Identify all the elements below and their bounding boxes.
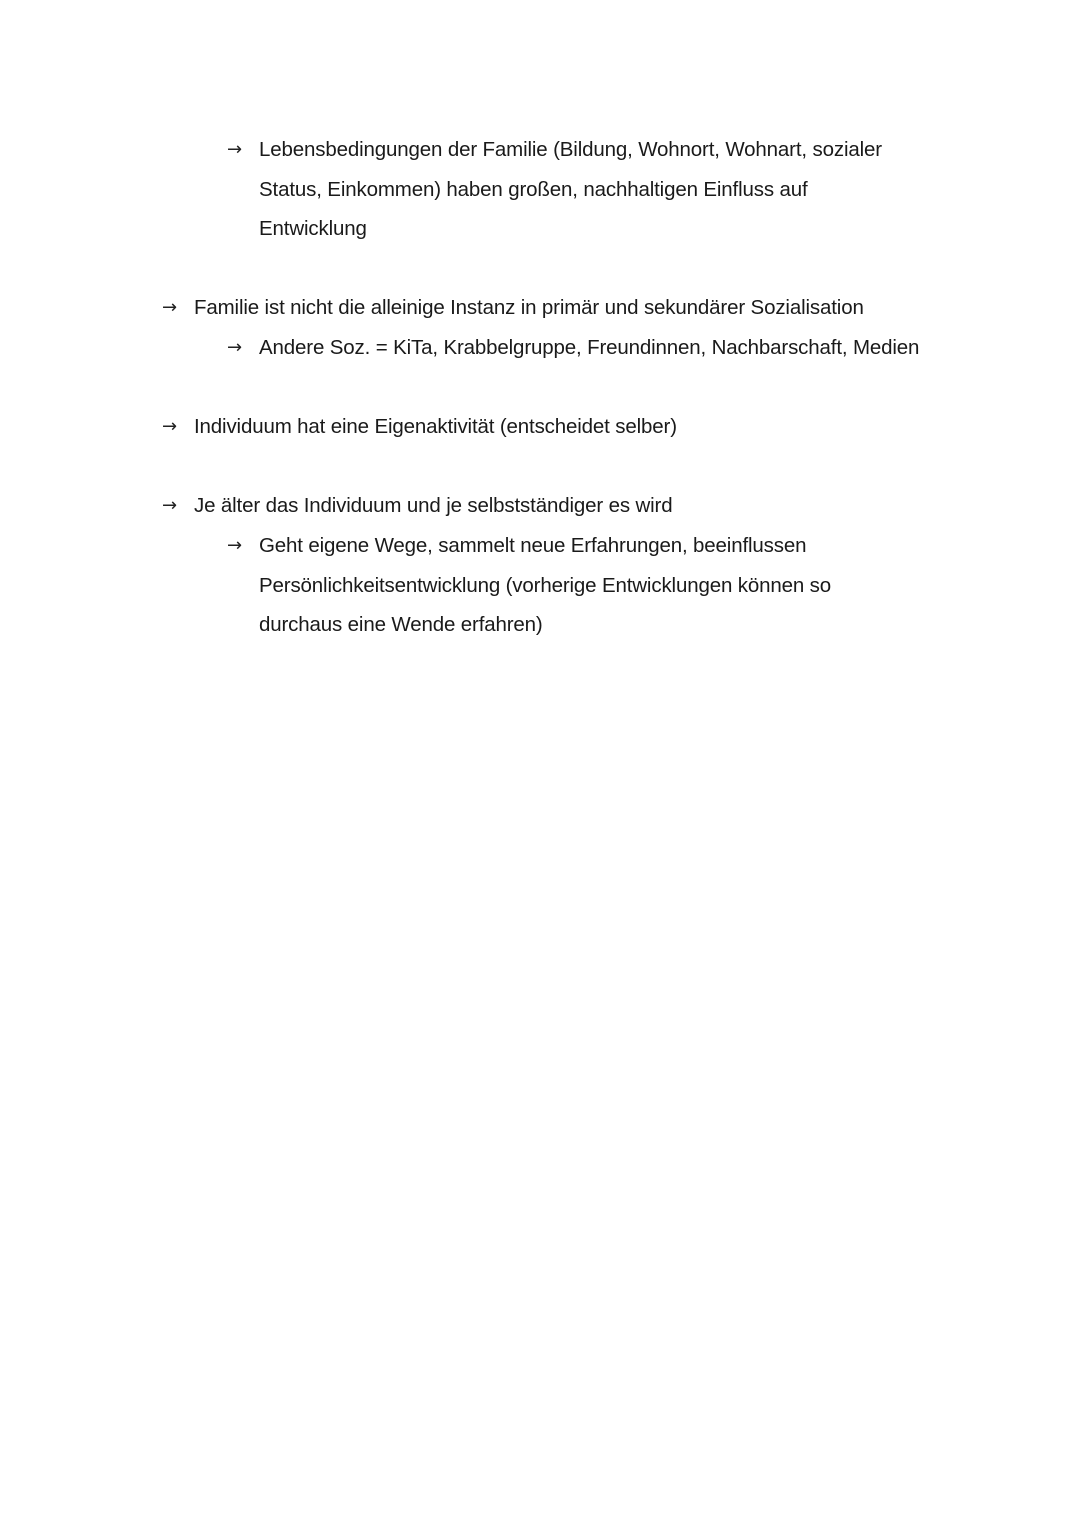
bullet-text: [259, 130, 882, 249]
bullet-text: [259, 328, 919, 368]
bullet-line: Entwicklung: [259, 217, 367, 240]
bullet-line: durchaus eine Wende erfahren): [259, 613, 543, 636]
bullet-text: [194, 407, 677, 447]
bullet-line: Individuum hat eine Eigenaktivität (entscheidet selber): [194, 415, 677, 438]
bullet-line: Familie ist nicht die alleinige Instanz in primär und sekundärer Sozialisation: [194, 296, 864, 319]
arrow-right-icon: →: [227, 337, 242, 358]
bullet-text: [194, 288, 864, 328]
arrow-right-icon: →: [227, 535, 242, 556]
bullet-line: Geht eigene Wege, sammelt neue Erfahrungen, beeinflussen: [259, 534, 807, 557]
arrow-right-icon: →: [162, 495, 177, 516]
arrow-right-icon: →: [227, 139, 242, 160]
bullet-line: Status, Einkommen) haben großen, nachhaltigen Einfluss auf: [259, 177, 808, 201]
arrow-right-icon: →: [162, 416, 177, 437]
bullet-line: Lebensbedingungen der Familie (Bildung, Wohnort, Wohnart, sozialer: [259, 138, 882, 161]
bullet-line: Andere Soz. = KiTa, Krabbelgruppe, Freundinnen, Nachbarschaft, Medien: [259, 336, 920, 359]
bullet-text: [259, 526, 831, 645]
bullet-text: [194, 486, 672, 526]
bullet-line: Persönlichkeitsentwicklung (vorherige Entwicklungen können so: [259, 573, 831, 597]
bullet-line: Je älter das Individuum und je selbstständiger es wird: [194, 494, 673, 517]
arrow-right-icon: →: [162, 297, 177, 318]
